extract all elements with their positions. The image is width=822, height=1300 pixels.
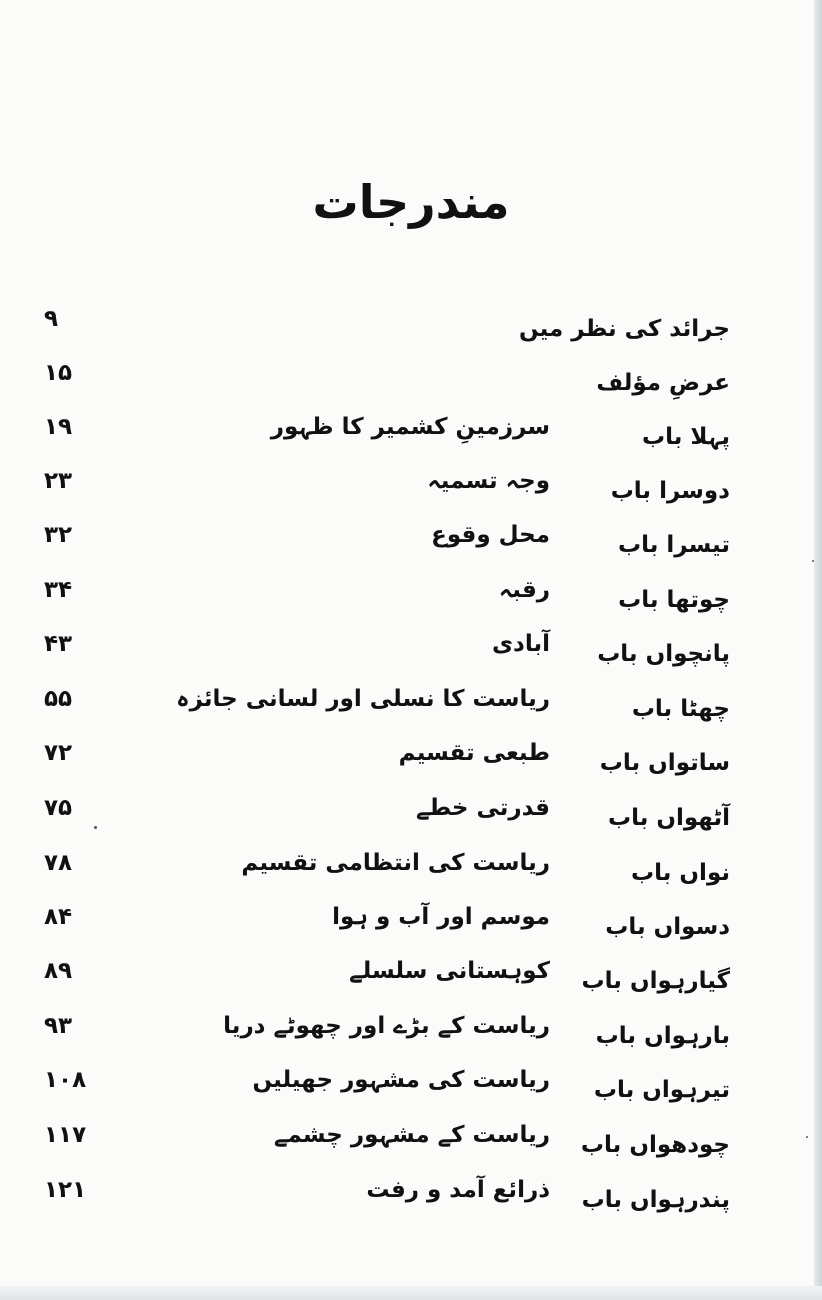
toc-page-number: ۳۴ (44, 577, 73, 603)
paper-speck (94, 826, 97, 829)
toc-page-number: ۱۲۱ (44, 1177, 87, 1203)
toc-heading: ریاست کی مشہور جھیلیں (252, 1067, 550, 1093)
toc-row (0, 850, 822, 890)
toc-row (0, 468, 822, 508)
toc-row (0, 1013, 822, 1053)
toc-chapter-label: دوسرا باب (610, 478, 730, 504)
toc-heading: ذرائع آمد و رفت (366, 1177, 550, 1203)
toc-chapter-label: دسواں باب (605, 914, 730, 940)
toc-chapter-label: پانچواں باب (597, 641, 730, 667)
toc-chapter-label: پندرہواں باب (581, 1187, 730, 1213)
toc-chapter-label: نواں باب (631, 860, 730, 886)
toc-page-number: ۹۳ (44, 1013, 73, 1039)
toc-page-number: ۲۳ (44, 468, 73, 494)
toc-heading: ریاست کے بڑے اور چھوٹے دریا (223, 1013, 550, 1039)
toc-page-number: ۵۵ (44, 686, 73, 712)
toc-heading: کوہستانی سلسلے (349, 958, 550, 984)
toc-row (0, 360, 822, 400)
toc-chapter-label: عرضِ مؤلف (596, 370, 730, 396)
toc-row (0, 686, 822, 726)
toc-page-number: ۳۲ (44, 522, 73, 548)
toc-chapter-label: بارہواں باب (595, 1023, 730, 1049)
toc-row (0, 306, 822, 346)
toc-heading: ریاست کی انتظامی تقسیم (241, 850, 550, 876)
toc-heading: محل وقوع (431, 522, 550, 548)
toc-heading: قدرتی خطے (416, 795, 550, 821)
toc-page-number: ۱۰۸ (44, 1067, 87, 1093)
toc-heading: وجہ تسمیہ (427, 468, 550, 494)
toc-row (0, 1177, 822, 1217)
toc-heading: سرزمینِ کشمیر کا ظہور (270, 414, 550, 440)
toc-page-number: ۸۴ (44, 904, 73, 930)
toc-chapter-label: آٹھواں باب (607, 805, 730, 831)
toc-row (0, 1122, 822, 1162)
toc-row (0, 795, 822, 835)
toc-row (0, 958, 822, 998)
toc-page-number: ۷۲ (44, 740, 73, 766)
toc-row (0, 904, 822, 944)
toc-page-number: ۸۹ (44, 958, 73, 984)
toc-page-number: ۷۸ (44, 850, 73, 876)
page-title: مندرجات (312, 175, 510, 229)
toc-chapter-label: پہلا باب (642, 424, 730, 450)
paper-speck (806, 1136, 808, 1138)
toc-heading: رقبہ (498, 577, 550, 603)
toc-heading: ریاست کا نسلی اور لسانی جائزہ (176, 686, 550, 712)
paper-speck (812, 560, 814, 562)
toc-row (0, 631, 822, 671)
toc-page-number: ۴۳ (44, 631, 73, 657)
toc-chapter-label: چودھواں باب (580, 1132, 730, 1158)
toc-heading: موسم اور آب و ہوا (332, 904, 550, 930)
toc-page-number: ۱۱۷ (44, 1122, 87, 1148)
toc-chapter-label: چھٹا باب (631, 696, 730, 722)
toc-page-number: ۱۹ (44, 414, 73, 440)
toc-chapter-label: ساتواں باب (599, 750, 730, 776)
toc-chapter-label: چوتھا باب (618, 587, 730, 613)
toc-row (0, 740, 822, 780)
toc-row (0, 1067, 822, 1107)
toc-chapter-label: تیسرا باب (617, 532, 730, 558)
toc-page-number: ۱۵ (44, 360, 73, 386)
toc-page-number: ۹ (44, 306, 59, 332)
toc-heading: آبادی (491, 631, 550, 657)
toc-chapter-label: جرائد کی نظر میں (518, 316, 730, 342)
toc-heading: طبعی تقسیم (398, 740, 550, 766)
toc-chapter-label: تیرہواں باب (593, 1077, 730, 1103)
toc-heading: ریاست کے مشہور چشمے (273, 1122, 550, 1148)
toc-chapter-label: گیارہواں باب (581, 968, 730, 994)
toc-row (0, 522, 822, 562)
toc-row (0, 414, 822, 454)
toc-page-number: ۷۵ (44, 795, 73, 821)
toc-row (0, 577, 822, 617)
